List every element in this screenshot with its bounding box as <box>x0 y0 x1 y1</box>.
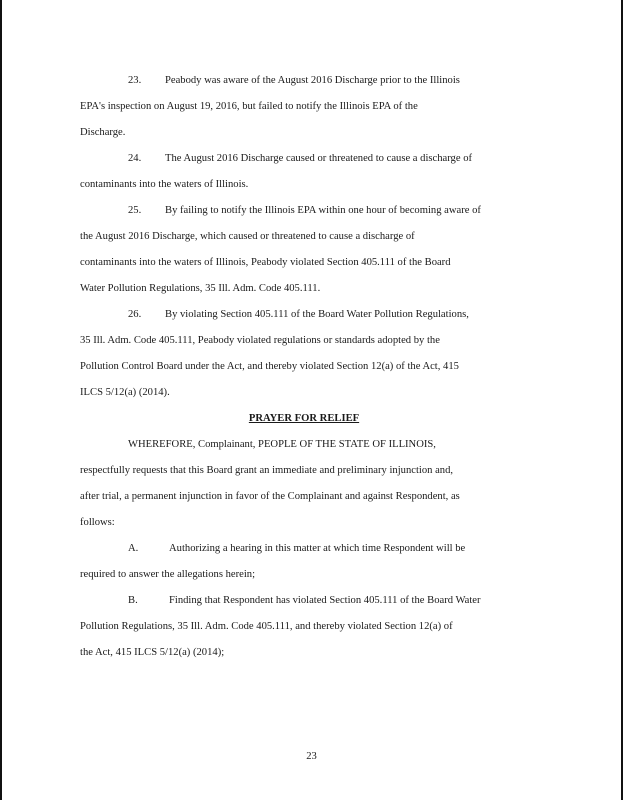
paragraph-text: ILCS 5/12(a) (2014). <box>80 387 170 398</box>
paragraph-text: 35 Ill. Adm. Code 405.111, Peabody violated regulations or standards adopted by the <box>80 335 440 346</box>
paragraph-text: By violating Section 405.111 of the Board Water Pollution Regulations, <box>165 309 469 320</box>
item-text: Finding that Respondent has violated Section 405.111 of the Board Water <box>169 595 481 606</box>
paragraph-25 <box>80 204 528 308</box>
item-text: the Act, 415 ILCS 5/12(a) (2014); <box>80 647 225 658</box>
item-letter: A. <box>128 543 139 554</box>
paragraph-text: EPA's inspection on August 19, 2016, but failed to notify the Illinois EPA of the <box>80 101 418 112</box>
paragraph-number: 24. <box>128 153 142 164</box>
paragraph-text: follows: <box>80 517 115 528</box>
paragraph-number: 26. <box>128 309 142 320</box>
paragraph-text: By failing to notify the Illinois EPA within one hour of becoming aware of <box>165 205 481 216</box>
paragraph-text: Water Pollution Regulations, 35 Ill. Adm. Code 405.111. <box>80 283 321 294</box>
paragraph-number: 25. <box>128 205 142 216</box>
item-text: Authorizing a hearing in this matter at which time Respondent will be <box>169 543 466 554</box>
relief-item-b <box>80 594 528 672</box>
relief-item-a <box>80 542 528 594</box>
item-text: Pollution Regulations, 35 Ill. Adm. Code 405.111, and thereby violated Section 12(a) of <box>80 621 453 632</box>
page-left-border <box>0 0 2 800</box>
paragraph-text: contaminants into the waters of Illinois, Peabody violated Section 405.111 of the Board <box>80 257 451 268</box>
paragraph-24 <box>80 152 528 204</box>
item-text: required to answer the allegations herein; <box>80 569 256 580</box>
paragraph-text: after trial, a permanent injunction in favor of the Complainant and against Respondent, as <box>80 491 460 502</box>
paragraph-text: contaminants into the waters of Illinois. <box>80 179 249 190</box>
item-letter: B. <box>128 595 138 606</box>
section-heading: PRAYER FOR RELIEF <box>248 413 360 424</box>
paragraph-26 <box>80 308 528 412</box>
paragraph-text: respectfully requests that this Board grant an immediate and preliminary injunction and, <box>80 465 454 476</box>
paragraph-text: Pollution Control Board under the Act, and thereby violated Section 12(a) of the Act, 415 <box>80 361 459 372</box>
document-page <box>80 74 528 672</box>
paragraph-text: Discharge. <box>80 127 126 138</box>
paragraph-text: the August 2016 Discharge, which caused or threatened to cause a discharge of <box>80 231 415 242</box>
paragraph-text: WHEREFORE, Complainant, PEOPLE OF THE STATE OF ILLINOIS, <box>128 439 436 450</box>
paragraph-number: 23. <box>128 75 142 86</box>
paragraph-23 <box>80 74 528 152</box>
paragraph-text: Peabody was aware of the August 2016 Discharge prior to the Illinois <box>165 75 460 86</box>
paragraph-text: The August 2016 Discharge caused or threatened to cause a discharge of <box>165 153 473 164</box>
page-number: 23 <box>306 751 317 762</box>
wherefore-paragraph <box>80 438 528 542</box>
